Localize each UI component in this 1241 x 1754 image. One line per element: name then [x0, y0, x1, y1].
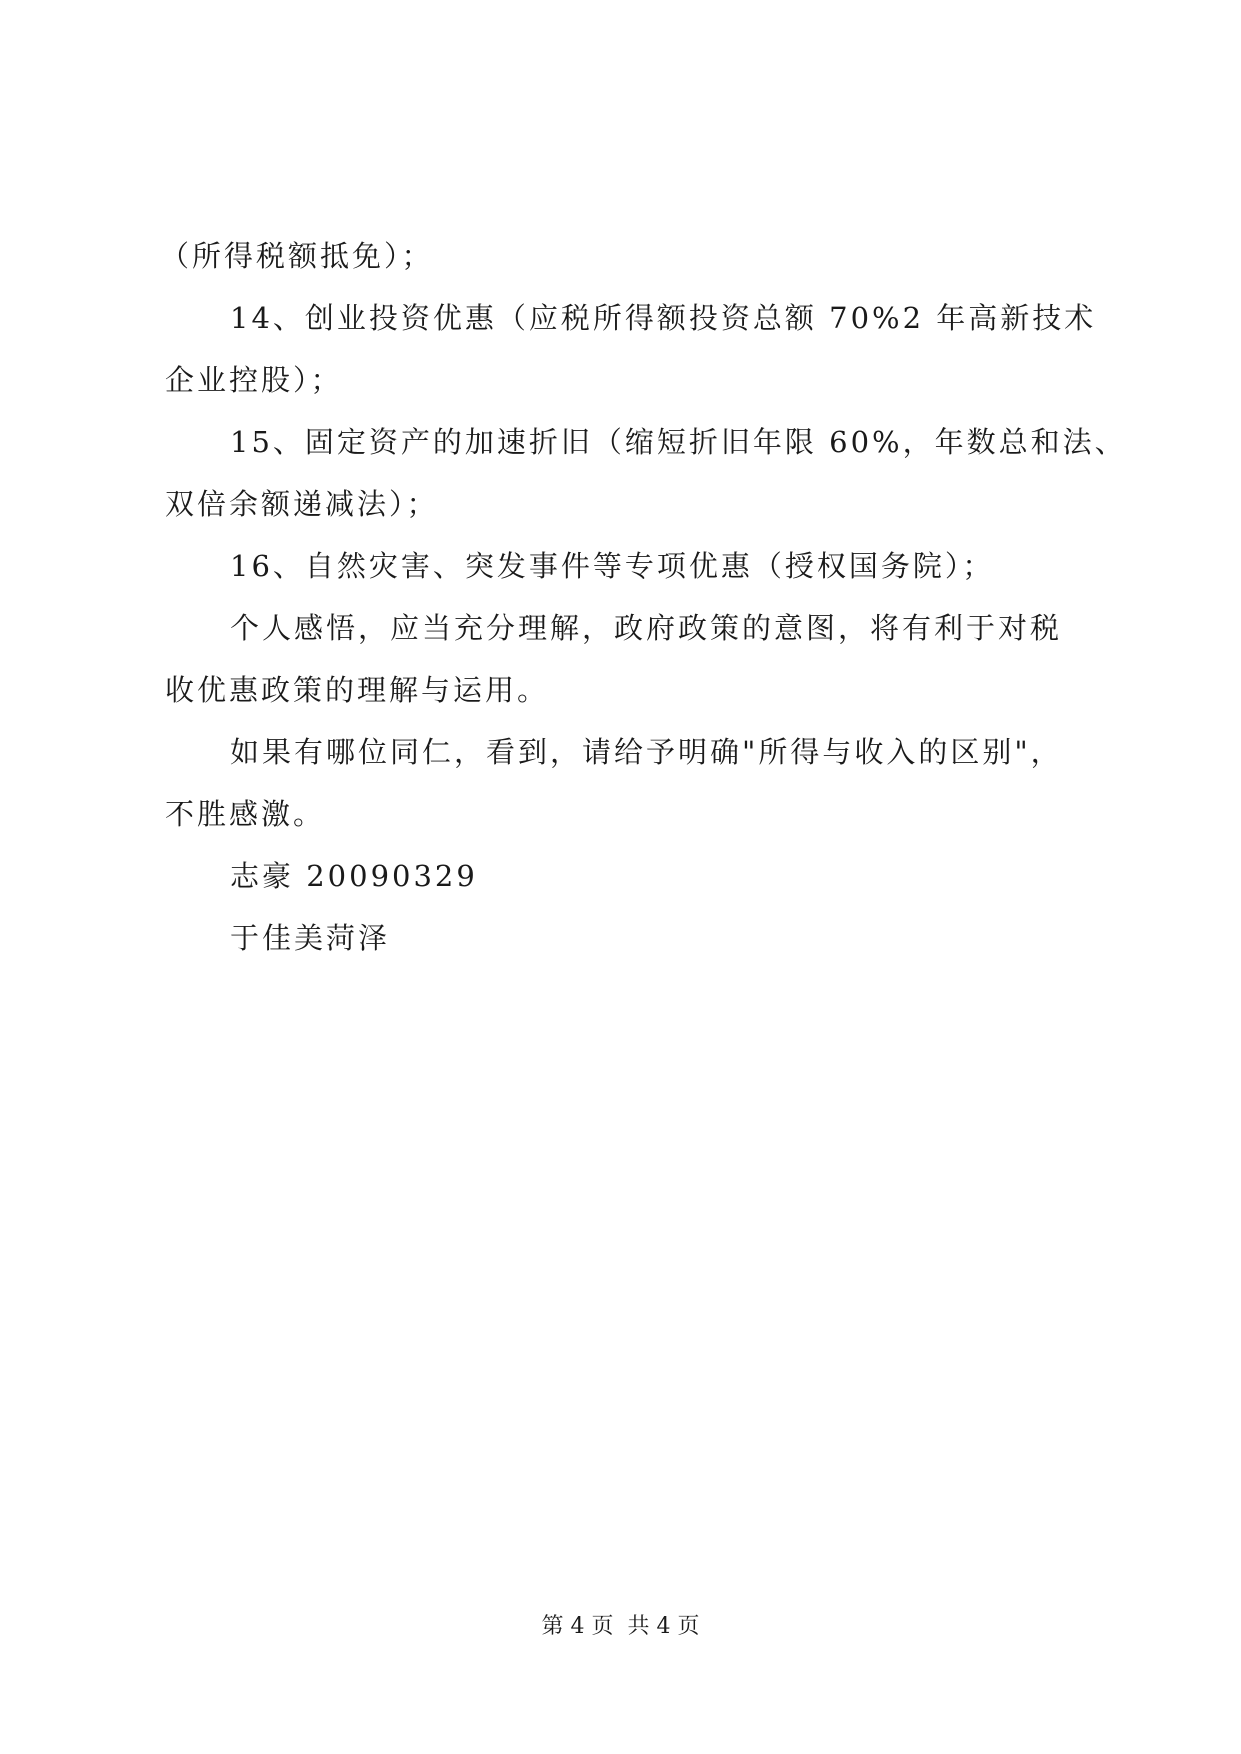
- text-line-1: （所得税额抵免）；: [160, 239, 434, 273]
- text-line-11: 志豪 20090329: [230, 859, 478, 893]
- text-line-3: 企业控股）；: [165, 363, 343, 397]
- text-line-12: 于佳美菏泽: [230, 921, 391, 955]
- text-line-10: 不胜感激。: [165, 797, 326, 831]
- page-number-label: 第 4 页 共 4 页: [541, 1614, 700, 1639]
- page-footer: [0, 1612, 1241, 1642]
- text-line-2: 14、创业投资优惠（应税所得额投资总额 70%2 年高新技术: [230, 301, 1097, 335]
- text-line-9: 如果有哪位同仁，看到，请给予明确"所得与收入的区别"，: [230, 735, 1063, 769]
- text-line-8: 收优惠政策的理解与运用。: [165, 673, 550, 707]
- text-line-5: 双倍余额递减法）；: [165, 487, 439, 521]
- text-line-4: 15、固定资产的加速折旧（缩短折旧年限 60%，年数总和法、: [230, 425, 1127, 459]
- text-line-7: 个人感悟，应当充分理解，政府政策的意图，将有利于对税: [230, 611, 1063, 645]
- text-line-6: 16、自然灾害、突发事件等专项优惠（授权国务院）；: [230, 549, 995, 583]
